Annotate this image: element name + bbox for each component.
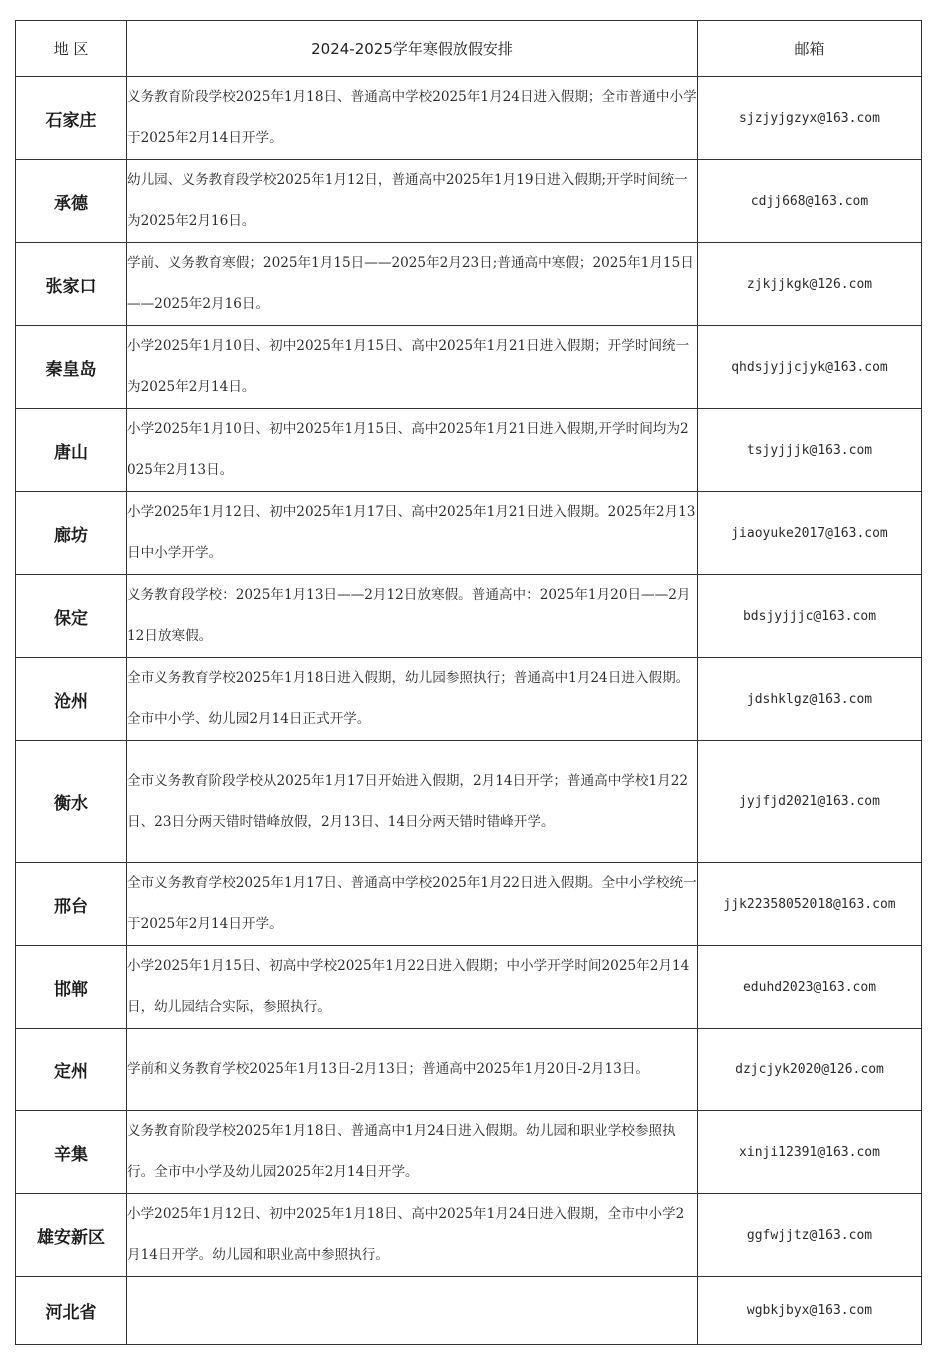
table-row — [16, 326, 922, 409]
email-cell[interactable]: jyjfjd2021@163.com — [698, 741, 922, 863]
region-cell: 唐山 — [16, 409, 127, 492]
header-email: 邮箱 — [698, 21, 922, 77]
region-cell: 邯郸 — [16, 946, 127, 1029]
schedule-cell — [127, 1277, 698, 1345]
schedule-cell: 义务教育阶段学校2025年1月18日、普通高中学校2025年1月24日进入假期；全市普通中小学于2025年2月14日开学。 — [127, 77, 698, 160]
email-cell[interactable]: dzjcjyk2020@126.com — [698, 1029, 922, 1111]
table-row — [16, 863, 922, 946]
table-row — [16, 741, 922, 863]
schedule-cell: 全市义务教育阶段学校从2025年1月17日开始进入假期，2月14日开学；普通高中学校1月22日、23日分两天错时错峰放假，2月13日、14日分两天错时错峰开学。 — [127, 741, 698, 863]
region-cell: 衡水 — [16, 741, 127, 863]
region-cell: 秦皇岛 — [16, 326, 127, 409]
email-cell[interactable]: wgbkjbyx@163.com — [698, 1277, 922, 1345]
schedule-cell: 小学2025年1月12日、初中2025年1月18日、高中2025年1月24日进入假期，全市中小学2月14日开学。幼儿园和职业高中参照执行。 — [127, 1194, 698, 1277]
region-cell: 邢台 — [16, 863, 127, 946]
table-row — [16, 1029, 922, 1111]
schedule-cell: 小学2025年1月12日、初中2025年1月17日、高中2025年1月21日进入假期。2025年2月13日中小学开学。 — [127, 492, 698, 575]
table-row — [16, 1194, 922, 1277]
region-cell: 定州 — [16, 1029, 127, 1111]
email-cell[interactable]: tsjyjjjk@163.com — [698, 409, 922, 492]
region-cell: 石家庄 — [16, 77, 127, 160]
schedule-cell: 小学2025年1月10日、初中2025年1月15日、高中2025年1月21日进入假期；开学时间统一为2025年2月14日。 — [127, 326, 698, 409]
email-cell[interactable]: ggfwjjtz@163.com — [698, 1194, 922, 1277]
schedule-cell: 全市义务教育学校2025年1月17日、普通高中学校2025年1月22日进入假期。全中小学校统一于2025年2月14日开学。 — [127, 863, 698, 946]
table-row — [16, 77, 922, 160]
region-cell: 辛集 — [16, 1111, 127, 1194]
region-cell: 雄安新区 — [16, 1194, 127, 1277]
region-cell: 保定 — [16, 575, 127, 658]
table-row — [16, 1277, 922, 1345]
region-cell: 河北省 — [16, 1277, 127, 1345]
table-row — [16, 160, 922, 243]
email-cell[interactable]: qhdsjyjjcjyk@163.com — [698, 326, 922, 409]
email-cell[interactable]: bdsjyjjjc@163.com — [698, 575, 922, 658]
email-cell[interactable]: cdjj668@163.com — [698, 160, 922, 243]
table-row — [16, 575, 922, 658]
schedule-cell: 全市义务教育学校2025年1月18日进入假期，幼儿园参照执行；普通高中1月24日进入假期。全市中小学、幼儿园2月14日正式开学。 — [127, 658, 698, 741]
region-cell: 廊坊 — [16, 492, 127, 575]
schedule-cell: 义务教育阶段学校2025年1月18日、普通高中1月24日进入假期。幼儿园和职业学校参照执行。全市中小学及幼儿园2025年2月14日开学。 — [127, 1111, 698, 1194]
table-row — [16, 946, 922, 1029]
email-cell[interactable]: jdshklgz@163.com — [698, 658, 922, 741]
email-cell[interactable]: zjkjjkgk@126.com — [698, 243, 922, 326]
header-schedule: 2024-2025学年寒假放假安排 — [127, 21, 698, 77]
schedule-cell: 幼儿园、义务教育段学校2025年1月12日，普通高中2025年1月19日进入假期;开学时间统一为2025年2月16日。 — [127, 160, 698, 243]
table-row — [16, 1111, 922, 1194]
header-region: 地 区 — [16, 21, 127, 77]
table-row — [16, 243, 922, 326]
schedule-cell: 小学2025年1月10日、初中2025年1月15日、高中2025年1月21日进入假期,开学时间均为2025年2月13日。 — [127, 409, 698, 492]
table-row — [16, 409, 922, 492]
table-row — [16, 492, 922, 575]
region-cell: 张家口 — [16, 243, 127, 326]
table-header-row — [16, 21, 922, 77]
email-cell[interactable]: jjk22358052018@163.com — [698, 863, 922, 946]
table-row — [16, 658, 922, 741]
schedule-cell: 小学2025年1月15日、初高中学校2025年1月22日进入假期；中小学开学时间2025年2月14日，幼儿园结合实际，参照执行。 — [127, 946, 698, 1029]
email-cell[interactable]: sjzjyjgzyx@163.com — [698, 77, 922, 160]
region-cell: 承德 — [16, 160, 127, 243]
region-cell: 沧州 — [16, 658, 127, 741]
schedule-cell: 学前、义务教育寒假；2025年1月15日——2025年2月23日;普通高中寒假；2025年1月15日——2025年2月16日。 — [127, 243, 698, 326]
email-cell[interactable]: eduhd2023@163.com — [698, 946, 922, 1029]
schedule-cell: 学前和义务教育学校2025年1月13日-2月13日；普通高中2025年1月20日-2月13日。 — [127, 1029, 698, 1111]
email-cell[interactable]: xinji12391@163.com — [698, 1111, 922, 1194]
email-cell[interactable]: jiaoyuke2017@163.com — [698, 492, 922, 575]
schedule-cell: 义务教育段学校：2025年1月13日——2月12日放寒假。普通高中：2025年1月20日——2月12日放寒假。 — [127, 575, 698, 658]
holiday-schedule-table — [15, 20, 922, 1345]
